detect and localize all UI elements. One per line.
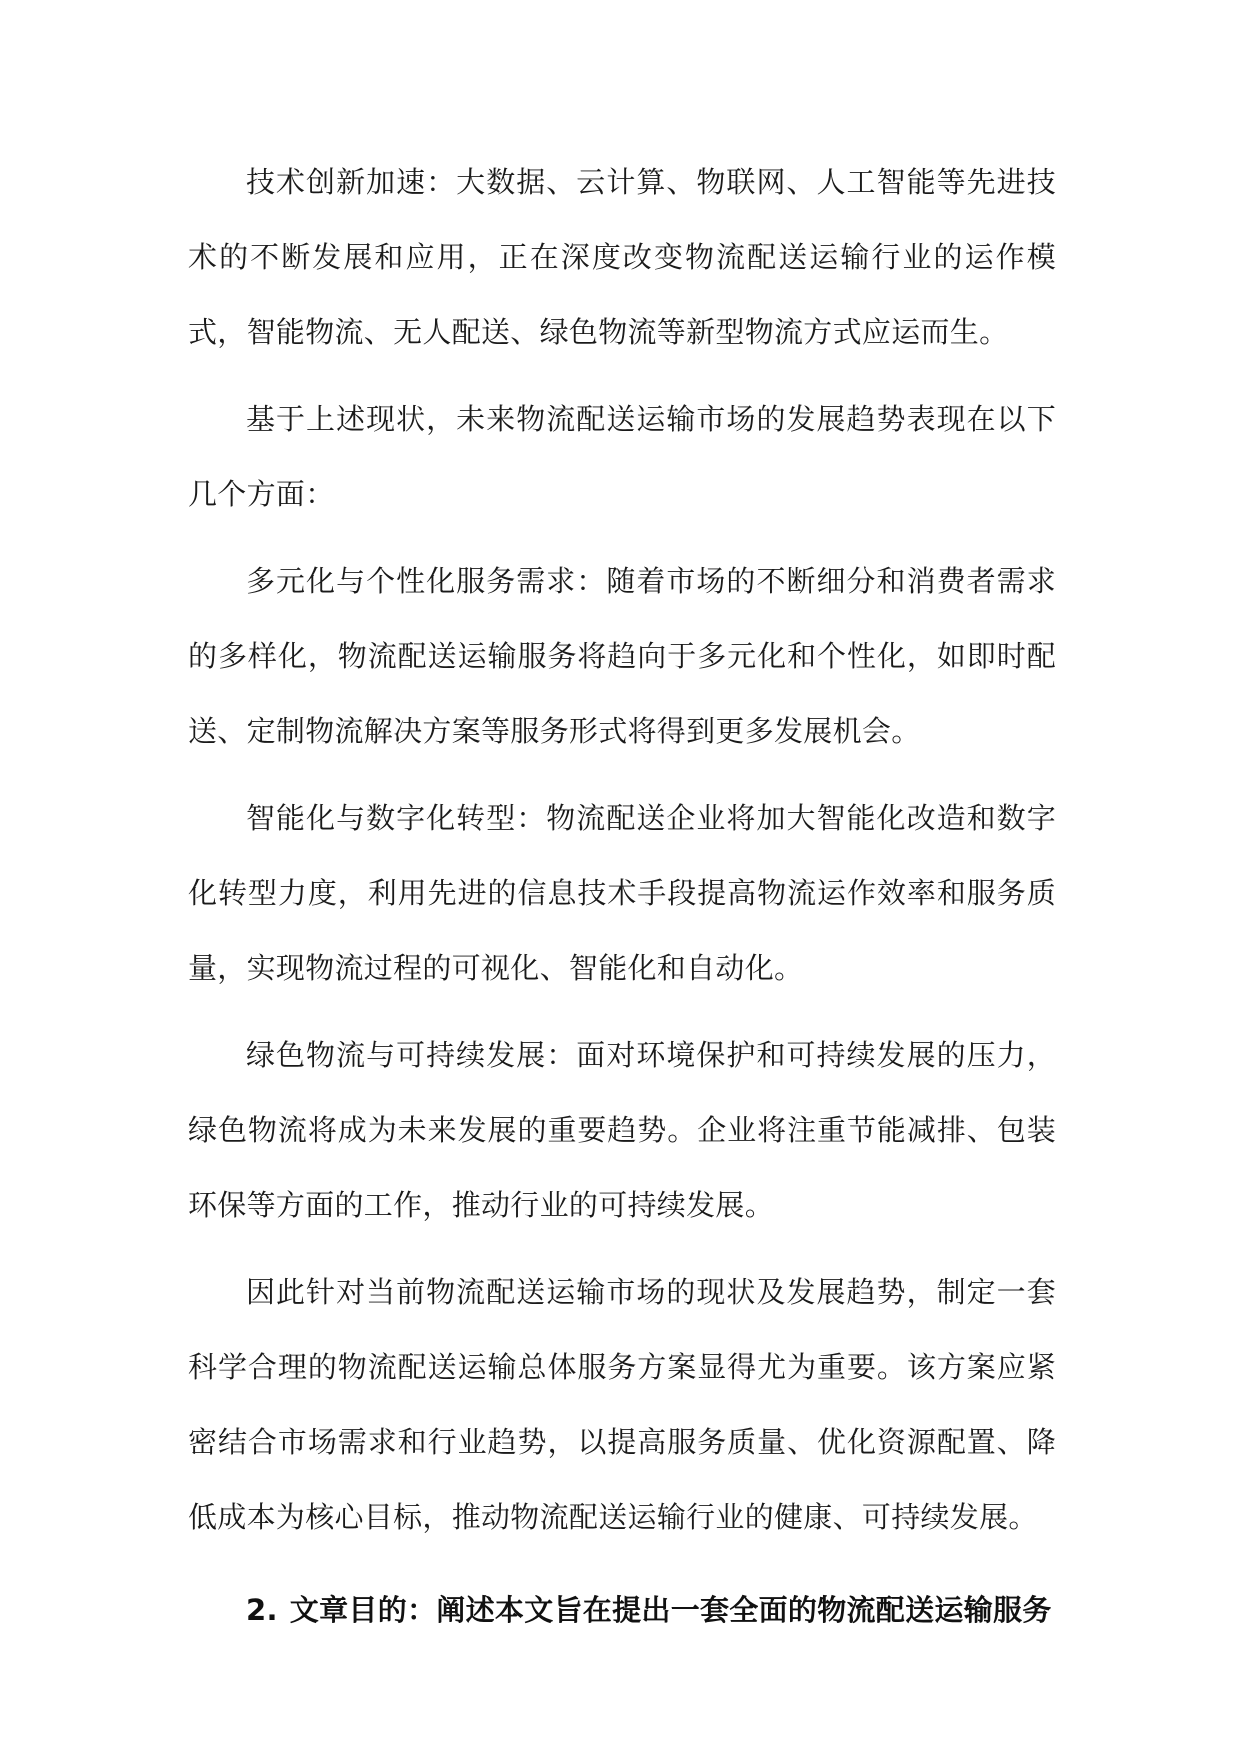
paragraph-trends-intro: 基于上述现状，未来物流配送运输市场的发展趋势表现在以下几个方面： [188,402,1056,511]
section-heading [188,1573,1056,1648]
paragraph-intelligent-digital: 智能化与数字化转型：物流配送企业将加大智能化改造和数字化转型力度，利用先进的信息技术手段提高物流运作效率和服务质量，实现物流过程的可视化、智能化和自动化。 [188,801,1056,985]
paragraph-diversified-service: 多元化与个性化服务需求：随着市场的不断细分和消费者需求的多样化，物流配送运输服务将趋向于多元化和个性化，如即时配送、定制物流解决方案等服务形式将得到更多发展机会。 [188,564,1056,748]
paragraph-tech-innovation: 技术创新加速：大数据、云计算、物联网、人工智能等先进技术的不断发展和应用，正在深度改变物流配送运输行业的运作模式，智能物流、无人配送、绿色物流等新型物流方式应运而生。 [188,165,1056,349]
section-title: 文章目的：阐述本文旨在提出一套全面的物流配送运输服务 [289,1593,1052,1627]
paragraph-conclusion: 因此针对当前物流配送运输市场的现状及发展趋势，制定一套科学合理的物流配送运输总体服务方案显得尤为重要。该方案应紧密结合市场需求和行业趋势，以提高服务质量、优化资源配置、降低成本为核心目标，推动物流配送运输行业的健康、可持续发展。 [188,1275,1056,1534]
document-body [188,145,1056,1648]
paragraph-green-logistics: 绿色物流与可持续发展：面对环境保护和可持续发展的压力，绿色物流将成为未来发展的重要趋势。企业将注重节能减排、包装环保等方面的工作，推动行业的可持续发展。 [188,1038,1056,1222]
section-number: 2. [246,1593,278,1627]
